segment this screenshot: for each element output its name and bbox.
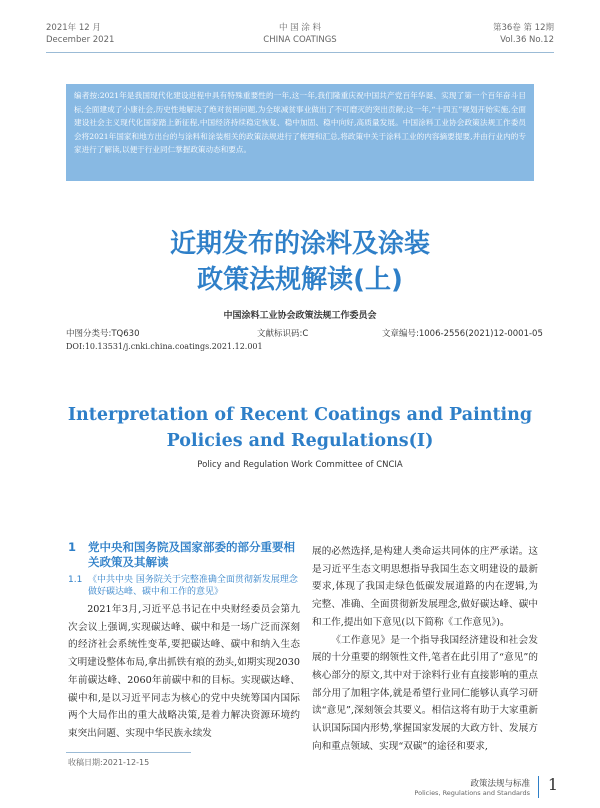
- title-cn-line2: 政策法规解读(上): [197, 265, 403, 295]
- header-journal-cn: 中 国 涂 料: [278, 23, 322, 33]
- section-number: 1: [68, 540, 77, 554]
- header-date-en: December 2021: [46, 35, 115, 45]
- section-title: 党中央和国务院及国家部委的部分重要相关政策及其解读: [88, 540, 295, 569]
- author-org-en: Policy and Regulation Work Committee of CNCIA: [197, 460, 403, 470]
- received-date: 收稿日期:2021-12-15: [68, 758, 150, 767]
- class-number: 中图分类号:TQ630: [66, 329, 140, 339]
- article-number: 文章编号:1006-2556(2021)12-0001-05: [382, 329, 543, 339]
- page-category-en: Policies, Regulations and Standards: [414, 789, 530, 797]
- header-date-cn: 2021年 12 月: [46, 23, 101, 33]
- author-org-cn: 中国涂料工业协会政策法规工作委员会: [223, 311, 377, 321]
- footnote-divider: [66, 752, 191, 753]
- page-number-divider: [538, 776, 539, 798]
- editor-note-text: 编者按:2021年是我国现代化建设进程中具有特殊重要性的一年,这一年,我们隆重庆祝中国共产党百年华诞、实现了第一个百年奋斗目标,全面建成了小康社会,历史性地解决了绝对贫困问题,为全球减贫事业做出了不可磨灭的突出贡献;这一年,“十四五”规划开始实施,全面建设社会主义现代化国家踏上新征程,中国经济持续稳定恢复、稳中加固、稳中向好,高质量发展。中国涂料工业协会政策法规工作委员会将2021年国家和地方出台的与涂料和涂装相关的政策法规进行了梳理和汇总,将政策中关于涂料工业的内容摘要提要,并由行业内的专家进行了解读,以便于行业同仁掌握政策动态和要点。: [74, 91, 526, 154]
- header-journal-en: CHINA COATINGS: [263, 35, 337, 45]
- editor-note-box: [66, 84, 534, 181]
- subsection-number: 1.1: [68, 575, 83, 585]
- doi: DOI:10.13531/j.cnki.china.coatings.2021.12.001: [66, 342, 263, 351]
- body-paragraph: 《工作意见》是一个指导我国经济建设和社会发展的十分重要的纲领性文件,笔者在此引用了“意见”的核心部分的原文,其中对于涂料行业有直接影响的重点部分用了加粗字体,就是希望行业同仁能够认真学习研读“意见”,深刻领会其要义。相信这将有助于大家重新认识国际国内形势,掌握国家发展的大政方针、发展方向和重点领域、实现“双碳”的途径和要求,: [312, 634, 538, 752]
- header-volume-cn: 第36卷 第 12期: [492, 23, 554, 33]
- title-en-line2: Policies and Regulations(Ⅰ): [166, 431, 434, 451]
- header-divider: [46, 52, 554, 53]
- body-right-column: [312, 543, 538, 755]
- document-code: 文献标识码:C: [257, 329, 309, 339]
- header-volume-en: Vol.36 No.12: [500, 35, 554, 45]
- title-en-line1: Interpretation of Recent Coatings and Painting: [67, 405, 533, 425]
- body-left-column: [68, 601, 300, 743]
- page-number: 1: [547, 775, 558, 794]
- title-cn-line1: 近期发布的涂料及涂装: [169, 229, 430, 259]
- page-category-cn: 政策法规与标准: [470, 779, 530, 789]
- body-paragraph: 展的必然选择,是构建人类命运共同体的庄严承诺。这是习近平生态文明思想指导我国生态文明建设的最新要求,体现了我国走绿色低碳发展道路的内在逻辑,为完整、准确、全面贯彻新发展理念,做好碳达峰、碳中和工作,提出如下意见(以下简称《工作意见》)。: [312, 546, 538, 628]
- subsection-title: 《中共中央 国务院关于完整准确全面贯彻新发展理念做好碳达峰、碳中和工作的意见》: [88, 575, 298, 597]
- body-paragraph: 2021年3月,习近平总书记在中央财经委员会第九次会议上强调,实现碳达峰、碳中和是一场广泛而深刻的经济社会系统性变革,要把碳达峰、碳中和纳入生态文明建设整体布局,拿出抓铁有痕的劲头,如期实现2030年前碳达峰、2060年前碳中和的目标。实现碳达峰、碳中和,是以习近平同志为核心的党中央统筹国内国际两个大局作出的重大战略决策,是着力解决资源环境约束突出问题、实现中华民族永续发: [68, 604, 300, 739]
